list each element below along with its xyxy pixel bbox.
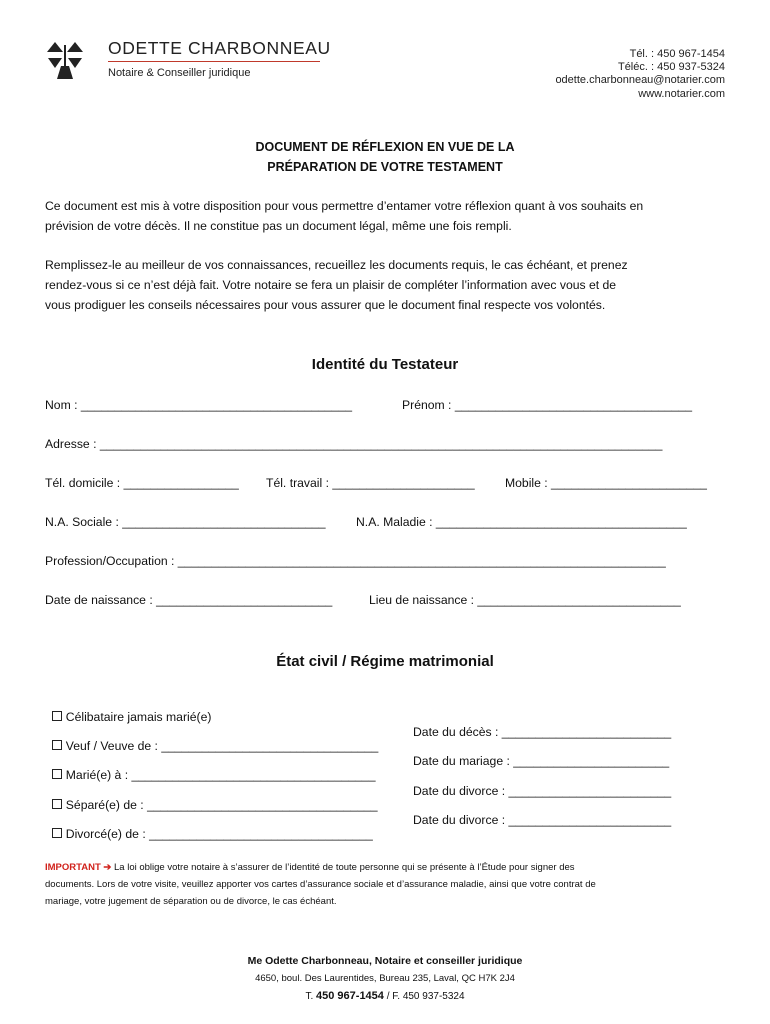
date-naissance-field[interactable]: Date de naissance : __________________________: [45, 593, 333, 607]
header-divider: [108, 61, 320, 62]
checkbox-icon[interactable]: [52, 740, 62, 750]
important-line-3: mariage, votre jugement de séparation ou de divorce, le cas échéant.: [45, 896, 337, 907]
important-line-1: [45, 859, 735, 876]
tel-travail-field[interactable]: Tél. travail : _____________________: [266, 476, 475, 490]
intro-paragraph-2: [45, 255, 730, 315]
celibataire-option[interactable]: [45, 696, 211, 724]
contact-phone: Tél. : 450 967-1454: [629, 48, 725, 60]
checkbox-icon[interactable]: [52, 799, 62, 809]
firm-name: ODETTE CHARBONNEAU: [108, 38, 331, 58]
important-notice: [45, 859, 735, 910]
mobile-field[interactable]: Mobile : _______________________: [505, 476, 707, 490]
marie-option[interactable]: [45, 754, 376, 782]
title-line-2: PRÉPARATION DE VOTRE TESTAMENT: [267, 160, 503, 174]
veuf-option[interactable]: [45, 725, 378, 753]
divorce-option[interactable]: [45, 813, 373, 841]
intro-p1-line: prévision de votre décès. Il ne constitue pas un document légal, même une fois rempli.: [45, 219, 512, 233]
divorce-label: Divorcé(e) de : _________________________________: [65, 827, 373, 841]
firm-subtitle: Notaire & Conseiller juridique: [108, 67, 251, 79]
intro-p2-line: vous prodiguer les conseils nécessaires pour vous assurer que le document final respecte vos volontés.: [45, 298, 606, 312]
footer-t-label: T.: [305, 991, 317, 1002]
adresse-field[interactable]: Adresse : ___________________________________________________________________________________: [45, 437, 663, 451]
checkbox-icon[interactable]: [52, 828, 62, 838]
celibataire-label: Célibataire jamais marié(e): [65, 710, 212, 724]
contact-fax: Téléc. : 450 937-5324: [617, 61, 725, 74]
separe-label: Séparé(e) de : __________________________________: [65, 798, 378, 812]
intro-paragraph-1: [45, 196, 730, 236]
marie-label: Marié(e) à : ____________________________________: [65, 768, 376, 782]
intro-p1-line: Ce document est mis à votre disposition pour vous permettre d’entamer votre réflexion quant à vos souhaits en: [45, 199, 644, 213]
checkbox-icon[interactable]: [52, 711, 62, 721]
nom-field[interactable]: Nom : ________________________________________: [45, 398, 353, 412]
contact-website: www.notarier.com: [638, 87, 725, 100]
identity-heading: Identité du Testateur: [311, 356, 459, 373]
footer-address: 4650, boul. Des Laurentides, Bureau 235, Laval, QC H7K 2J4: [255, 973, 515, 984]
date-divorce-field-2[interactable]: Date du divorce : ________________________: [413, 813, 672, 827]
separe-option[interactable]: [45, 784, 378, 812]
lieu-naissance-field[interactable]: Lieu de naissance : ______________________________: [369, 593, 681, 607]
footer-phones: [0, 990, 770, 1002]
date-mariage-field[interactable]: Date du mariage : _______________________: [413, 754, 670, 768]
notary-scales-logo: [44, 40, 86, 82]
civil-status-heading: État civil / Régime matrimonial: [276, 653, 494, 670]
checkbox-icon[interactable]: [52, 769, 62, 779]
na-sociale-field[interactable]: N.A. Sociale : ______________________________: [45, 515, 326, 529]
date-divorce-field-1[interactable]: Date du divorce : ________________________: [413, 784, 672, 798]
footer-name: Me Odette Charbonneau, Notaire et conseiller juridique: [247, 955, 523, 967]
important-text: La loi oblige votre notaire à s’assurer de l’identité de toute personne qui se présente à l’Étude pour signer des: [111, 862, 575, 873]
na-maladie-field[interactable]: N.A. Maladie : _____________________________________: [356, 515, 687, 529]
prenom-field[interactable]: Prénom : ___________________________________: [402, 398, 693, 412]
profession-field[interactable]: Profession/Occupation : ________________________________________________________________________: [45, 554, 666, 568]
veuf-label: Veuf / Veuve de : ________________________________: [65, 739, 379, 753]
important-line-2: documents. Lors de votre visite, veuillez apporter vos cartes d’assurance sociale et d’assurance maladie, ainsi que votre contrat de: [45, 879, 596, 890]
title-line-1: DOCUMENT DE RÉFLEXION EN VUE DE LA: [255, 140, 515, 154]
footer-fax: / F. 450 937-5324: [383, 991, 465, 1002]
date-deces-field[interactable]: Date du décès : _________________________: [413, 725, 672, 739]
document-title: [0, 137, 770, 177]
footer-phone: 450 967-1454: [316, 990, 384, 1002]
important-label: IMPORTANT ➔: [45, 862, 112, 873]
contact-block: [555, 48, 725, 101]
contact-email: odette.charbonneau@notarier.com: [555, 74, 725, 87]
intro-p2-line: rendez-vous si ce n’est déjà fait. Votre notaire se fera un plaisir de compléter l’information avec vous et de: [45, 278, 617, 292]
tel-domicile-field[interactable]: Tél. domicile : _________________: [45, 476, 239, 490]
intro-p2-line: Remplissez-le au meilleur de vos connaissances, recueillez les documents requis, le cas échéant, et prenez: [45, 258, 628, 272]
